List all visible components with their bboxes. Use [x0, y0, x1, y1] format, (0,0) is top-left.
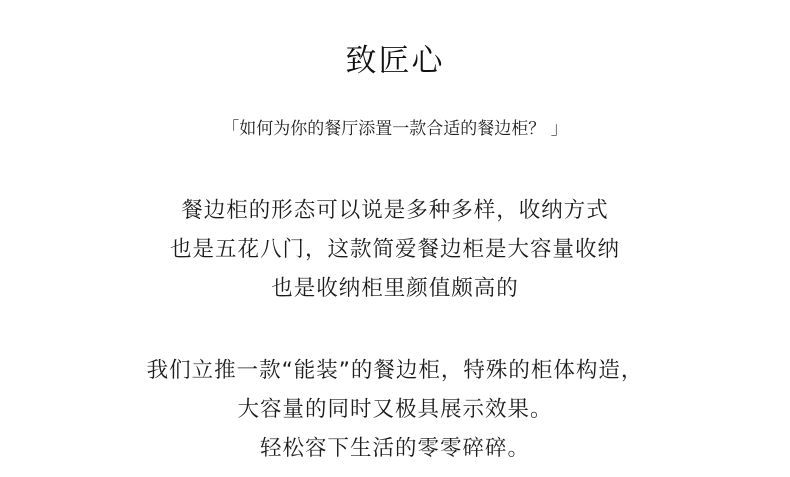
subtitle-question: 「如何为你的餐厅添置一款合适的餐边柜？ 」 [222, 119, 568, 139]
page-title: 致匠心 [345, 43, 445, 79]
paragraph-line: 也是收纳柜里颜值颇高的 [271, 276, 519, 301]
paragraph-line: 也是五花八门，这款简爱餐边柜是大容量收纳 [169, 237, 620, 262]
paragraph-intro [0, 191, 790, 308]
paragraph-line: 餐边柜的形态可以说是多种多样，收纳方式 [181, 198, 609, 223]
paragraph-line: 大容量的同时又极具展示效果。 [237, 397, 553, 422]
paragraph-line: 轻松容下生活的零零碎碎。 [259, 436, 530, 461]
paragraph-line: 我们立推一款“能装”的餐边柜，特殊的柜体构造， [146, 358, 644, 383]
paragraph-recommendation [0, 351, 790, 468]
